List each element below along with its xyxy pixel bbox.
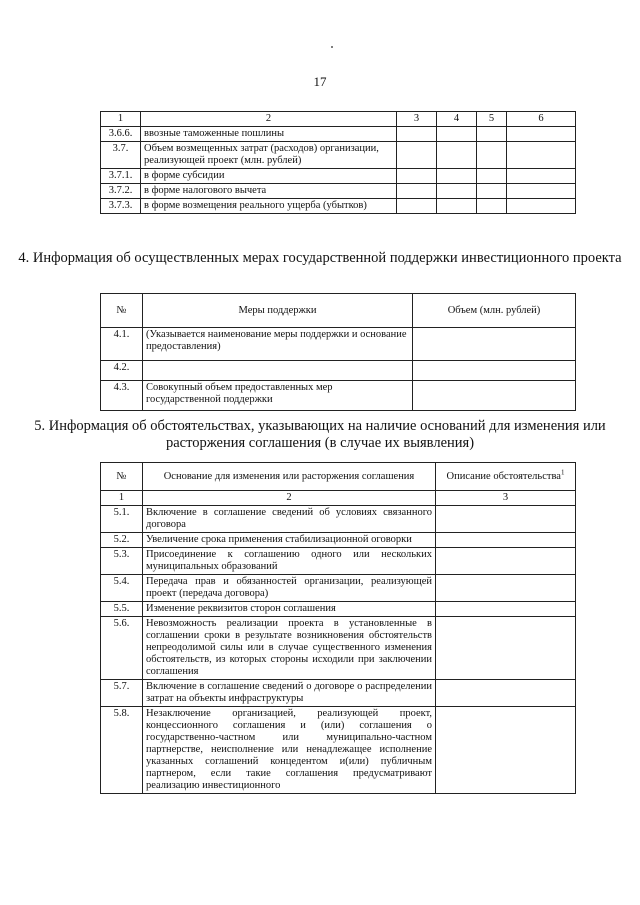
value-cell [507,142,576,169]
row-text: Невозможность реализации проекта в установленные в соглашении сроки в результате возникновения обстоятельств непреодолимой силы или в случае существенного изменения обстоятельств, из которых стороны исходили при заключении соглашения [143,617,436,680]
value-cell [477,169,507,184]
value-cell [397,184,437,199]
row-text: ввозные таможенные пошлины [141,127,397,142]
row-number: 3.7.2. [101,184,141,199]
table-row [101,506,576,533]
row-number: 5.1. [101,506,143,533]
row-text: Совокупный объем предоставленных мер государственной поддержки [143,381,413,411]
value-cell [507,169,576,184]
row-number: 5.2. [101,533,143,548]
row-number: 5.8. [101,707,143,794]
row-text: Увеличение срока применения стабилизационной оговорки [143,533,436,548]
column-header: Объем (млн. рублей) [413,294,576,328]
value-cell [397,199,437,214]
column-header: 1 [101,112,141,127]
value-cell [413,328,576,361]
index-row [101,491,576,506]
column-header: 2 [141,112,397,127]
table-row [101,680,576,707]
value-cell [397,169,437,184]
row-number: 4.3. [101,381,143,411]
column-header: 3 [397,112,437,127]
value-cell [477,142,507,169]
value-cell [436,602,576,617]
value-cell [437,142,477,169]
value-cell [477,127,507,142]
column-header: № [101,463,143,491]
row-text: (Указывается наименование меры поддержки и основание предоставления) [143,328,413,361]
column-header: 4 [437,112,477,127]
table-row [101,328,576,361]
row-number: 5.6. [101,617,143,680]
row-number: 5.3. [101,548,143,575]
column-header-text: Описание обстоятельства [446,470,561,482]
row-text [143,361,413,381]
row-number: 4.1. [101,328,143,361]
table-row [101,533,576,548]
page-number: 17 [313,74,327,89]
row-text: в форме субсидии [141,169,397,184]
value-cell [436,533,576,548]
table-row [101,169,576,184]
row-text: Включение в соглашение сведений об условиях связанного договора [143,506,436,533]
table-header-row [101,463,576,491]
row-number: 3.6.6. [101,127,141,142]
value-cell [397,142,437,169]
table-header-row [101,112,576,127]
row-text: Включение в соглашение сведений о договоре о распределении затрат на объекты инфраструктуры [143,680,436,707]
scan-dot [331,46,333,48]
footnote-marker: 1 [560,468,565,476]
value-cell [437,184,477,199]
section-5-heading: 5. Информация об обстоятельствах, указывающих на наличие оснований для изменения или расторжения соглашения (в случае их выявления) [34,418,606,451]
value-cell [397,127,437,142]
value-cell [477,184,507,199]
table-row [101,142,576,169]
row-number: 5.4. [101,575,143,602]
column-header [436,463,576,491]
row-text: Изменение реквизитов сторон соглашения [143,602,436,617]
row-number: 5.5. [101,602,143,617]
column-header: 5 [477,112,507,127]
value-cell [413,381,576,411]
row-text: Передача прав и обязанностей организации, реализующей проект (передача договора) [143,575,436,602]
row-text: в форме налогового вычета [141,184,397,199]
table-header-row [101,294,576,328]
column-header: № [101,294,143,328]
value-cell [413,361,576,381]
row-number: 3.7.1. [101,169,141,184]
table-row [101,548,576,575]
value-cell [436,506,576,533]
column-header: Основание для изменения или расторжения соглашения [143,463,436,491]
value-cell [436,575,576,602]
table-row [101,184,576,199]
section-4-heading: 4. Информация об осуществленных мерах государственной поддержки инвестиционного проекта [18,250,622,266]
value-cell [507,184,576,199]
table-row [101,361,576,381]
row-text: Присоединение к соглашению одного или нескольких муниципальных образований [143,548,436,575]
table-row [101,199,576,214]
table-row [101,575,576,602]
index-cell: 1 [101,491,143,506]
support-measures-table [100,293,576,411]
value-cell [436,548,576,575]
row-number: 3.7. [101,142,141,169]
table-row [101,707,576,794]
column-header: 6 [507,112,576,127]
row-text: в форме возмещения реального ущерба (убытков) [141,199,397,214]
table-row [101,127,576,142]
circumstances-table [100,462,576,794]
value-cell [436,617,576,680]
value-cell [436,680,576,707]
index-cell: 3 [436,491,576,506]
row-text: Незаключение организацией, реализующей проект, концессионного соглашения и (или) соглашения о государственно-частном или муниципально-частном партнерстве, неисполнение или ненадлежащее исполнение указанных соглашений концедентом и(или) публичным партнером, если такие соглашения предусматривают реализацию инвестиционного [143,707,436,794]
value-cell [507,127,576,142]
row-number: 5.7. [101,680,143,707]
column-header: Меры поддержки [143,294,413,328]
index-cell: 2 [143,491,436,506]
row-number: 3.7.3. [101,199,141,214]
value-cell [437,169,477,184]
continuation-table [100,111,576,214]
table-row [101,602,576,617]
value-cell [437,127,477,142]
value-cell [507,199,576,214]
table-row [101,617,576,680]
table-row [101,381,576,411]
value-cell [437,199,477,214]
value-cell [436,707,576,794]
row-number: 4.2. [101,361,143,381]
value-cell [477,199,507,214]
row-text: Объем возмещенных затрат (расходов) организации, реализующей проект (млн. рублей) [141,142,397,169]
